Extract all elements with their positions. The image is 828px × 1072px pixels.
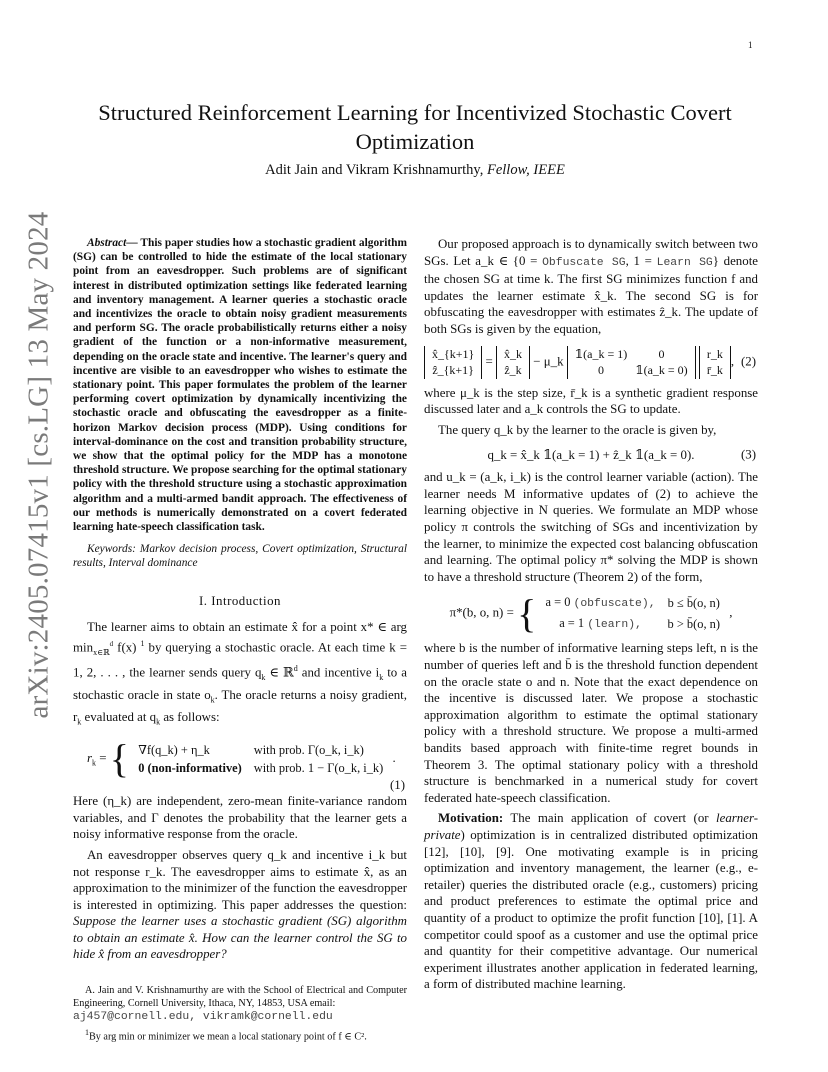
equation-3	[424, 447, 758, 464]
eq2-selector-matrix	[567, 346, 696, 379]
motivation-italic: learner-private	[424, 811, 758, 842]
page-number: 1	[748, 40, 753, 50]
eq3-body: q_k = x̂_k 𝟙(a_k = 1) + ẑ_k 𝟙(a_k = 0).	[487, 447, 695, 462]
eq1-case2-cond: with prob. 1 − Γ(o_k, i_k)	[253, 761, 384, 776]
right-paragraph-5: where b is the number of informative learning steps left, n is the number of queries left and b̄ is the threshold function dependent on the oracle state o and n. Note that the exact dependence on the incentive is discussed later. We propose a stochastic approximation algorithm to estimate the optimal stationary policy with a threshold structure. We propose a multi-armed bandits based approach with finite-time regret bounds in Theorem 3. The optimal stationary policy with a threshold structure is benchmarked in a numerical study for covert federated hate-speech classification.	[424, 641, 758, 805]
policy-equation: π*(b, o, n) = { a = 0 (obfuscate), b ≤ b̄(o, n) a = 1 (learn), b > b̄(o, n) ,	[449, 590, 733, 636]
intro-p1-i: as follows:	[160, 709, 220, 724]
intro-paragraph-2: Here (η_k) are independent, zero-mean finite-variance random variables, and Γ denotes the probability that the learner gets a noisy informative response from the oracle.	[73, 794, 407, 842]
motivation-paragraph	[424, 810, 758, 993]
intro-p1-c: by querying a stochastic oracle. At each time k = 1, 2, . . . , the learner sends query q	[73, 640, 407, 680]
right-p1-c: } denote the chosen SG at time k. The first SG minimizes function f and updates the learner estimate x̂_k. The second SG is for obfuscating the eavesdropper with estimates ẑ_k. The update of both SGs is given by the equation,	[424, 253, 759, 336]
eq2-r: r_k	[706, 346, 723, 361]
policy-case1: a = 0	[545, 595, 571, 610]
eq2-m11: 𝟙(a_k = 1)	[574, 346, 628, 361]
policy-case2: a = 1	[559, 615, 585, 630]
keywords: Keywords: Markov decision process, Covert optimization, Structural results, Interval dominance	[73, 543, 407, 570]
abstract-text: — This paper studies how a stochastic gradient algorithm (SG) can be controlled to hide the estimate of the local stationary point from an eavesdropper. Such problems are of significant interest in distributed optimization settings like federated learning and inventory management. A learner queries a stochastic oracle and incentivizes the oracle to obtain noisy gradient measurements and perform SG. The oracle probabilistically returns either a noisy gradient of the function or a non-informative measurement, depending on the oracle state and incentive. The learner's query and incentive are visible to an eavesdropper who wishes to estimate the stationary point. This paper formulates the problem of the learner performing covert optimization by dynamically incentivizing the stochastic oracle and obfuscating the eavesdropper as a finite-horizon Markov decision process (MDP). Using conditions for interval-dominance on the cost and transition probability structure, we show that the optimal policy for the MDP has a monotone threshold structure. We propose searching for the optimal stationary policy with the threshold structure using a stochastic approximation algorithm and a multi-armed bandit approach. The effectiveness of our methods is numerically demonstrated on a covert federated learning hate-speech classification task.	[73, 237, 407, 534]
footnote-affil-text: A. Jain and V. Krishnamurthy are with the School of Electrical and Computer Engineering, Cornell University, Ithaca, NY, 14853, USA email:	[73, 985, 407, 1009]
right-paragraph-2: where μ_k is the step size, r̄_k is a synthetic gradient response discussed later and a_k controls the SG to update.	[424, 385, 758, 417]
eq3-number: (3)	[740, 447, 756, 462]
section-heading-introduction: I. Introduction	[199, 593, 281, 608]
author-line	[90, 162, 740, 179]
footnote-1-mark: 1	[85, 1028, 89, 1038]
motivation-a: The main application of covert (or	[503, 811, 717, 826]
policy-learn-label: (learn),	[587, 618, 642, 631]
intro-p1-b: f(x)	[113, 640, 141, 655]
author-names: Adit Jain and Vikram Krishnamurthy,	[265, 162, 487, 178]
eq2-x-current: x̂_k	[504, 346, 523, 361]
motivation-b: ) optimization is in centralized distributed optimization [12], [10], [9]. One motivating example is in pricing optimization and inventory management, the learner (e.g., e-retailer) queries the distributed oracle (e.g., customers) pricing and product preferences to estimate the optimal price and quantity of a product to optimize the profit function [10], [1]. A competitor could spoof as a customer and use the optimal price and quantity for their competitive advantage. Our numerical experiment illustrates another application in federated learning, a form of distributed machine learning.	[424, 828, 758, 992]
intro-p1-g: . The oracle returns a noisy gradient, r	[73, 687, 407, 724]
motivation-label: Motivation:	[438, 811, 504, 826]
right-paragraph-4: and u_k = (a_k, i_k) is the control learner variable (action). The learner needs M informative updates of (2) to achieve the learning objective in N queries. We formulate an MDP whose policy π controls the switching of SGs and incentivization by the learner, to minimize the expected cost balancing obfuscation and learning. The optimal policy π* solving the MDP is shown to have a threshold structure (Theorem 2) of the form,	[424, 470, 758, 584]
arxiv-sidebar-stamp	[22, 211, 56, 719]
intro-p3-question: Suppose the learner uses a stochastic gradient (SG) algorithm to obtain an estimate x̂. How can the learner control the SG to hide x̂ from an eavesdropper?	[73, 914, 407, 962]
eq2-number: (2)	[740, 354, 756, 369]
paper-title: Structured Reinforcement Learning for Incentivized Stochastic Covert Optimization	[98, 100, 732, 154]
left-column	[73, 236, 407, 1049]
eq2-step-size: μ_k	[543, 354, 564, 369]
equation-2: x̂_{k+1} ẑ_{k+1} = x̂_k ẑ_k − μ_k 𝟙(a_k = 1) 0 0 𝟙(a_k = 0) r_k r̄_k , (2)	[424, 346, 758, 379]
eq2-rbar: r̄_k	[706, 363, 723, 378]
eq1-lhs: r	[87, 751, 93, 766]
eq2-vector-next	[424, 346, 482, 379]
right-column	[424, 236, 758, 997]
intro-p1-d: ∈ ℝ	[265, 665, 294, 680]
arxiv-identifier: arXiv:2405.07415v1 [cs.LG] 13 May 2024	[22, 211, 55, 719]
footnote-mark: 1	[140, 638, 145, 648]
right-paragraph-3: The query q_k by the learner to the oracle is given by,	[438, 422, 717, 437]
eq1-cases	[132, 741, 389, 778]
eq2-m12: 0	[658, 346, 665, 361]
policy-case1-cond: b ≤ b̄(o, n)	[667, 596, 720, 611]
eq2-vector-current	[496, 346, 530, 379]
policy-cases	[540, 593, 726, 634]
footnote-emails: aj457@cornell.edu, vikramk@cornell.edu	[73, 1010, 333, 1023]
abstract	[73, 236, 407, 534]
eq1-number: (1)	[389, 777, 405, 792]
eq2-z-current: ẑ_k	[504, 363, 522, 378]
equation-1: $r_k$ = { ∇f(q_k) + η_k with prob. Γ(o_k, i_k) 0 (non-informative) with prob. 1 − Γ(o_k, i_k) . (1)	[87, 736, 405, 792]
footnote-1	[73, 1027, 407, 1044]
intro-paragraph-3	[73, 847, 407, 963]
policy-case2-cond: b > b̄(o, n)	[667, 616, 720, 631]
eq2-m21: 0	[598, 363, 604, 378]
footnote-1-text: By arg min or minimizer we mean a local stationary point of f ∈ C².	[89, 1031, 367, 1043]
learn-sg-label: Learn SG	[656, 256, 713, 269]
eq1-case1-cond: with prob. Γ(o_k, i_k)	[253, 742, 364, 757]
eq1-case2: 0 (non-informative)	[138, 761, 242, 776]
eq2-x-next: x̂_{k+1}	[432, 346, 475, 361]
right-paragraph-1	[424, 236, 758, 338]
right-p1-a: Our proposed approach is to dynamically switch between two SGs. Let a_k ∈ {0 =	[424, 237, 758, 268]
policy-obfuscate-label: (obfuscate),	[573, 598, 656, 611]
eq1-case1: ∇f(q_k) + η_k	[138, 742, 210, 757]
intro-p1-f: to a stochastic oracle in state o	[73, 665, 407, 702]
intro-p1-e: and incentive i	[297, 665, 380, 680]
eq2-z-next: ẑ_{k+1}	[432, 363, 474, 378]
intro-p1-h: evaluated at q	[81, 709, 157, 724]
eq2-response-vector	[699, 346, 731, 379]
policy-lhs: π*(b, o, n) =	[449, 605, 514, 620]
author-affiliation: Fellow, IEEE	[486, 162, 565, 178]
eq2-m22: 𝟙(a_k = 0)	[635, 363, 688, 378]
right-p1-b: , 1 =	[625, 253, 657, 268]
intro-p1-sub: x∈ℝ	[93, 647, 110, 657]
intro-p3-text: An eavesdropper observes query q_k and incentive i_k but not response r_k. The eavesdropper aims to estimate x̂, as an approximation to the minimizer of the function the eavesdropper is interested in optimizing. This paper addresses the question:	[73, 847, 407, 912]
footnote-affiliation	[73, 985, 407, 1023]
intro-paragraph-1: The learner aims to obtain an estimate x̂ for a point x* ∈ arg $\min_{x\in ℝ}^d f(x)$ $^1$ by querying a stochastic oracle. At each time k = 1, 2, . . . , the learner sends query $q_k$ ∈ ℝ$^d$ and incentive $i_k$ to a stochastic oracle in state $o_k$. The oracle returns a noisy gradient, $r_k$ evaluated at $q_k$ as follows:	[73, 620, 407, 727]
obfuscate-sg-label: Obfuscate SG	[542, 256, 626, 269]
abstract-label: Abstract	[87, 237, 127, 249]
intro-p1-a: The learner aims to obtain an estimate x̂ for a point x* ∈ arg min	[73, 620, 407, 655]
